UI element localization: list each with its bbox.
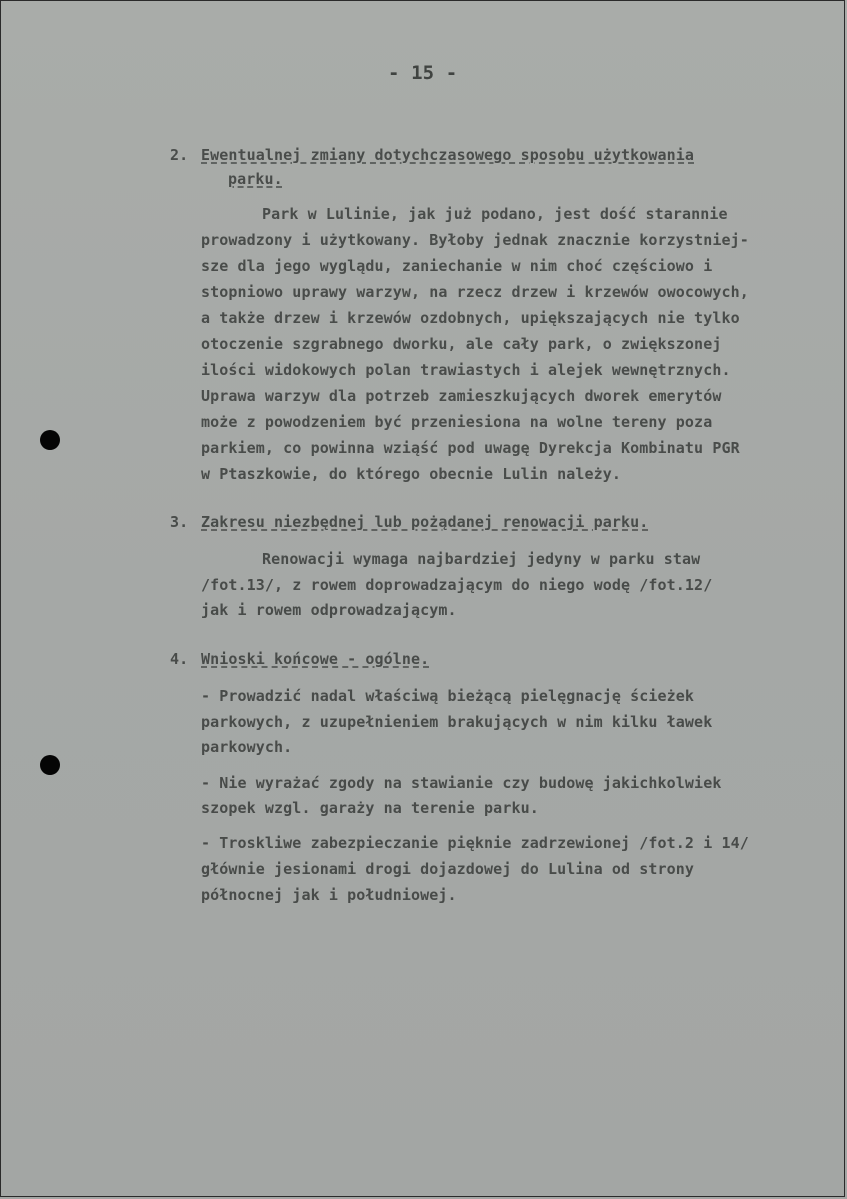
s4-item-3-line-1: - Troskliwe zabezpieczanie pięknie zadrzewionej /fot.2 i 14/ <box>201 834 749 852</box>
s4-item-3-line-2: głównie jesionami drogi dojazdowej do Lulina od strony <box>201 860 695 878</box>
binder-hole-top <box>40 430 60 450</box>
s2-line-1: Park w Lulinie, jak już podano, jest dość starannie <box>262 205 728 223</box>
section-4-number: 4. <box>170 650 189 668</box>
s2-line-11: w Ptaszkowie, do którego obecnie Lulin należy. <box>201 465 622 483</box>
section-3-number: 3. <box>170 513 189 531</box>
section-4-heading: Wnioski końcowe - ogólne. <box>201 650 430 668</box>
s2-line-5: a także drzew i krzewów ozdobnych, upiększających nie tylko <box>201 309 740 327</box>
s4-item-2-line-1: - Nie wyrażać zgody na stawianie czy budowę jakichkolwiek <box>201 774 722 792</box>
s4-item-3-line-3: północnej jak i południowej. <box>201 886 457 904</box>
s4-item-2-line-2: szopek wzgl. garaży na terenie parku. <box>201 799 539 817</box>
s4-item-1-line-3: parkowych. <box>201 738 293 756</box>
s4-item-1-line-2: parkowych, z uzupełnieniem brakujących w nim kilku ławek <box>201 713 713 731</box>
s2-line-8: Uprawa warzyw dla potrzeb zamieszkujących dworek emerytów <box>201 387 722 405</box>
s3-line-1: Renowacji wymaga najbardziej jedyny w parku staw <box>262 550 701 568</box>
section-2-heading-cont: parku. <box>228 170 283 188</box>
page-number: - 15 - <box>388 62 458 84</box>
s3-line-3: jak i rowem odprowadzającym. <box>201 601 457 619</box>
s2-line-10: parkiem, co powinna wziąść pod uwagę Dyrekcja Kombinatu PGR <box>201 439 740 457</box>
section-3-heading: Zakresu niezbędnej lub pożądanej renowacji parku. <box>201 513 649 531</box>
s2-line-6: otoczenie szgrabnego dworku, ale cały park, o zwiększonej <box>201 335 722 353</box>
s2-line-3: sze dla jego wyglądu, zaniechanie w nim choć częściowo i <box>201 257 713 275</box>
s3-line-2: /fot.13/, z rowem doprowadzającym do niego wodę /fot.12/ <box>201 576 713 594</box>
s2-line-9: może z powodzeniem być przeniesiona na wolne tereny poza <box>201 413 713 431</box>
section-2-number: 2. <box>170 146 189 164</box>
s4-item-1-line-1: - Prowadzić nadal właściwą bieżącą pielęgnację ścieżek <box>201 687 695 705</box>
s2-line-2: prowadzony i użytkowany. Byłoby jednak znacznie korzystniej- <box>201 231 749 249</box>
s2-line-4: stopniowo uprawy warzyw, na rzecz drzew i krzewów owocowych, <box>201 283 749 301</box>
s2-line-7: ilości widokowych polan trawiastych i alejek wewnętrznych. <box>201 361 731 379</box>
binder-hole-bottom <box>40 755 60 775</box>
section-2-heading: Ewentualnej zmiany dotychczasowego sposobu użytkowania <box>201 146 695 164</box>
